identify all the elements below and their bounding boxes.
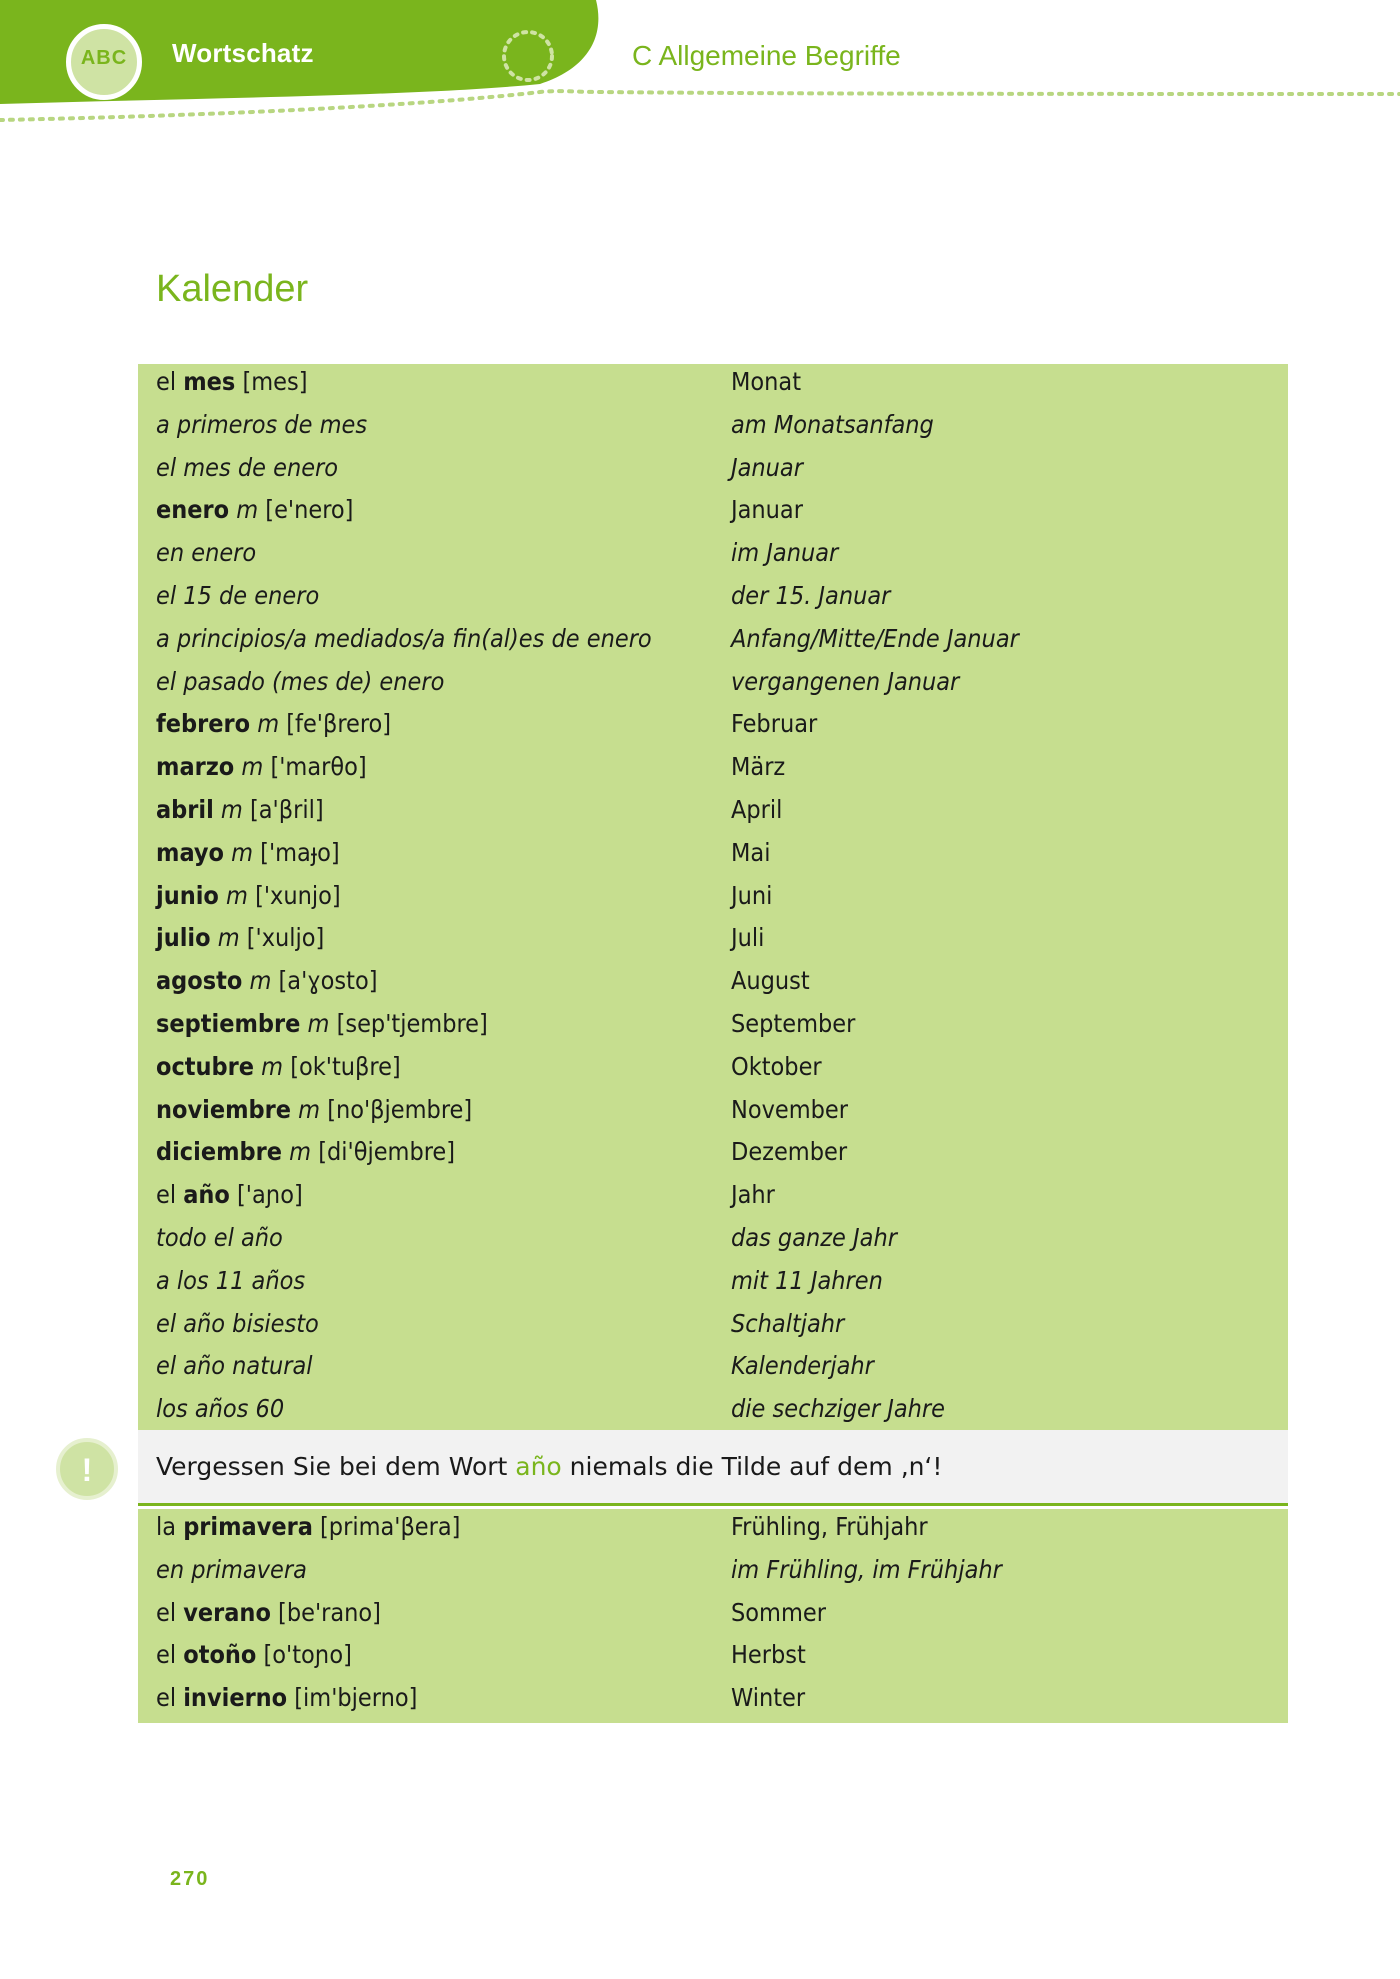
german-translation: vergangenen Januar	[731, 666, 960, 696]
german-translation: Anfang/Mitte/Ende Januar	[731, 623, 1019, 653]
term-segment: m	[242, 966, 272, 996]
term-segment: el	[156, 367, 184, 396]
spanish-term	[156, 495, 353, 524]
german-translation: Kalenderjahr	[731, 1351, 874, 1381]
abc-badge-text: ABC	[80, 47, 128, 69]
german-translation: September	[731, 1008, 856, 1038]
term-segment: ['xuljo]	[239, 923, 325, 953]
spanish-term	[156, 1640, 352, 1669]
term-segment: [o'toɲo]	[256, 1640, 352, 1670]
tip-text-after: niemals die Tilde auf dem ‚n‘!	[561, 1452, 943, 1481]
term-segment: m	[254, 1051, 284, 1081]
exclamation-glyph: !	[81, 1452, 93, 1488]
german-translation: März	[731, 752, 786, 782]
vocab-row	[138, 749, 1288, 792]
vocab-row	[138, 963, 1288, 1006]
vocab-row	[138, 835, 1288, 878]
term-segment: abril	[156, 794, 214, 824]
term-segment: [sep'tjembre]	[329, 1008, 488, 1038]
section-label: Wortschatz	[172, 38, 314, 68]
spanish-term	[156, 1223, 283, 1252]
page-number: 270	[170, 1868, 210, 1890]
german-translation: Herbst	[731, 1640, 806, 1670]
german-translation: Januar	[731, 495, 803, 525]
spanish-term	[156, 752, 367, 781]
vocab-row	[138, 664, 1288, 707]
spanish-term	[156, 1394, 284, 1423]
german-translation: das ganze Jahr	[731, 1222, 897, 1252]
abc-icon	[66, 24, 142, 100]
vocab-row	[138, 1348, 1288, 1391]
spanish-term	[156, 1309, 319, 1338]
vocab-table-seasons	[138, 1509, 1288, 1723]
term-segment: [mes]	[235, 367, 308, 396]
term-segment: la	[156, 1512, 184, 1541]
term-segment: a primeros de mes	[156, 409, 368, 439]
term-segment: en primavera	[156, 1554, 307, 1584]
vocab-row	[138, 1006, 1288, 1049]
german-translation: Frühling, Frühjahr	[731, 1512, 928, 1541]
vocab-row	[138, 792, 1288, 835]
vocab-row	[138, 535, 1288, 578]
term-segment: ['aɲo]	[229, 1180, 303, 1210]
vocab-row	[138, 1049, 1288, 1092]
term-segment: [prima'βera]	[312, 1512, 461, 1541]
german-translation: Monat	[731, 367, 802, 396]
section-title: Kalender	[156, 268, 309, 310]
term-segment: a los 11 años	[156, 1265, 306, 1295]
vocab-row	[138, 1391, 1288, 1434]
vocab-row	[138, 1306, 1288, 1349]
term-segment: agosto	[156, 966, 243, 996]
german-translation: die sechziger Jahre	[731, 1394, 946, 1424]
term-segment: m	[282, 1137, 312, 1167]
german-translation: Oktober	[731, 1051, 822, 1081]
spanish-term	[156, 581, 319, 610]
vocab-row	[138, 878, 1288, 921]
term-segment: [e'nero]	[258, 495, 354, 525]
german-translation: der 15. Januar	[731, 580, 891, 610]
german-translation: Jahr	[731, 1180, 775, 1210]
spanish-term	[156, 624, 652, 653]
term-segment: el	[156, 1180, 184, 1210]
term-segment: todo el año	[156, 1222, 283, 1252]
exclamation-icon	[56, 1438, 118, 1500]
term-segment: m	[210, 923, 240, 953]
spanish-term	[156, 966, 378, 995]
german-translation: im Januar	[731, 538, 839, 568]
term-segment: m	[234, 752, 264, 782]
vocab-row	[138, 1637, 1288, 1680]
spanish-term	[156, 1598, 381, 1627]
german-translation: Dezember	[731, 1137, 848, 1167]
term-segment: el pasado (mes de) enero	[156, 666, 445, 696]
spanish-term	[156, 1137, 455, 1166]
german-translation: im Frühling, im Frühjahr	[731, 1554, 1002, 1584]
term-segment: el mes de enero	[156, 452, 339, 482]
term-segment: m	[223, 837, 254, 867]
term-segment: noviembre	[156, 1094, 291, 1124]
german-translation: am Monatsanfang	[731, 409, 934, 439]
term-segment: m	[213, 794, 243, 824]
term-segment: julio	[156, 923, 211, 953]
german-translation: Schaltjahr	[731, 1308, 845, 1338]
german-translation: Sommer	[731, 1597, 826, 1627]
term-segment: [fe'βrero]	[279, 709, 392, 739]
tip-box	[138, 1430, 1288, 1506]
term-segment: el año bisiesto	[156, 1308, 319, 1338]
term-segment: febrero	[156, 709, 251, 739]
german-translation: April	[731, 794, 783, 824]
term-segment: ['maɟo]	[253, 837, 340, 867]
term-segment: m	[291, 1094, 321, 1124]
term-segment: el año natural	[156, 1351, 313, 1381]
vocab-row	[138, 1552, 1288, 1595]
term-segment: octubre	[156, 1051, 255, 1081]
vocab-row	[138, 492, 1288, 535]
term-segment: mayo	[156, 837, 224, 867]
spanish-term	[156, 1095, 472, 1124]
german-translation: November	[731, 1094, 849, 1124]
spanish-term	[156, 709, 391, 738]
spanish-term	[156, 538, 256, 567]
vocab-row	[138, 450, 1288, 493]
chapter-title: C Allgemeine Begriffe	[632, 40, 901, 71]
term-segment: m	[229, 495, 259, 525]
spanish-term	[156, 1555, 307, 1584]
spanish-term	[156, 1052, 401, 1081]
spanish-term	[156, 1512, 460, 1541]
term-segment: [no'βjembre]	[320, 1094, 473, 1124]
vocab-row	[138, 1509, 1288, 1552]
german-translation: Juli	[731, 923, 765, 953]
term-segment: m	[250, 709, 280, 739]
vocab-row	[138, 407, 1288, 450]
spanish-term	[156, 667, 444, 696]
term-segment: marzo	[156, 752, 235, 782]
term-segment: [im'bjerno]	[287, 1683, 418, 1713]
vocab-row	[138, 578, 1288, 621]
spanish-term	[156, 1351, 313, 1380]
vocab-row	[138, 1177, 1288, 1220]
term-segment: ['xunjo]	[247, 880, 341, 910]
german-translation: Februar	[731, 709, 818, 739]
spanish-term	[156, 923, 324, 952]
vocab-row	[138, 1595, 1288, 1638]
vocab-row	[138, 1092, 1288, 1135]
term-segment: año	[183, 1180, 230, 1210]
german-translation: Winter	[731, 1683, 806, 1713]
term-segment: otoño	[183, 1640, 257, 1670]
vocab-row	[138, 1220, 1288, 1263]
term-segment: ['marθo]	[263, 752, 367, 782]
term-segment: [a'ɣosto]	[271, 966, 378, 996]
vocab-row	[138, 364, 1288, 407]
term-segment: los años 60	[156, 1394, 285, 1424]
tip-text-before: Vergessen Sie bei dem Wort	[156, 1452, 516, 1481]
vocab-row	[138, 1263, 1288, 1306]
spanish-term	[156, 1266, 305, 1295]
german-translation: Mai	[731, 837, 771, 867]
term-segment: m	[218, 880, 248, 910]
spanish-term	[156, 881, 341, 910]
vocab-row	[138, 706, 1288, 749]
vocab-row	[138, 621, 1288, 664]
german-translation: August	[731, 966, 810, 996]
term-segment: [di'θjembre]	[311, 1137, 456, 1167]
term-segment: el	[156, 1683, 184, 1713]
term-segment: junio	[156, 880, 219, 910]
spanish-term	[156, 838, 340, 867]
vocab-row	[138, 920, 1288, 963]
term-segment: [be'rano]	[270, 1597, 381, 1627]
german-translation: Juni	[731, 880, 773, 910]
term-segment: septiembre	[156, 1008, 301, 1038]
term-segment: en enero	[156, 538, 257, 568]
spanish-term	[156, 367, 308, 396]
term-segment: [ok'tuβre]	[283, 1051, 401, 1081]
vocab-row	[138, 1134, 1288, 1177]
term-segment: mes	[183, 367, 236, 396]
term-segment: invierno	[183, 1683, 288, 1713]
vocab-table-months	[138, 364, 1288, 1434]
german-translation: mit 11 Jahren	[731, 1265, 883, 1295]
term-segment: el 15 de enero	[156, 580, 320, 610]
tip-text	[156, 1452, 942, 1481]
term-segment: primavera	[183, 1512, 313, 1541]
term-segment: m	[300, 1008, 330, 1038]
spanish-term	[156, 453, 338, 482]
spanish-term	[156, 1009, 488, 1038]
term-segment: el	[156, 1640, 184, 1670]
term-segment: el	[156, 1597, 184, 1627]
spanish-term	[156, 1180, 303, 1209]
term-segment: verano	[183, 1597, 271, 1627]
term-segment: diciembre	[156, 1137, 282, 1167]
spanish-term	[156, 795, 324, 824]
term-segment: [a'βril]	[242, 794, 324, 824]
term-segment: enero	[156, 495, 230, 525]
tip-highlight-word: año	[515, 1452, 562, 1481]
vocab-row	[138, 1680, 1288, 1723]
spanish-term	[156, 410, 367, 439]
spanish-term	[156, 1683, 417, 1712]
german-translation: Januar	[731, 452, 803, 482]
term-segment: a principios/a mediados/a fin(al)es de enero	[156, 623, 652, 653]
